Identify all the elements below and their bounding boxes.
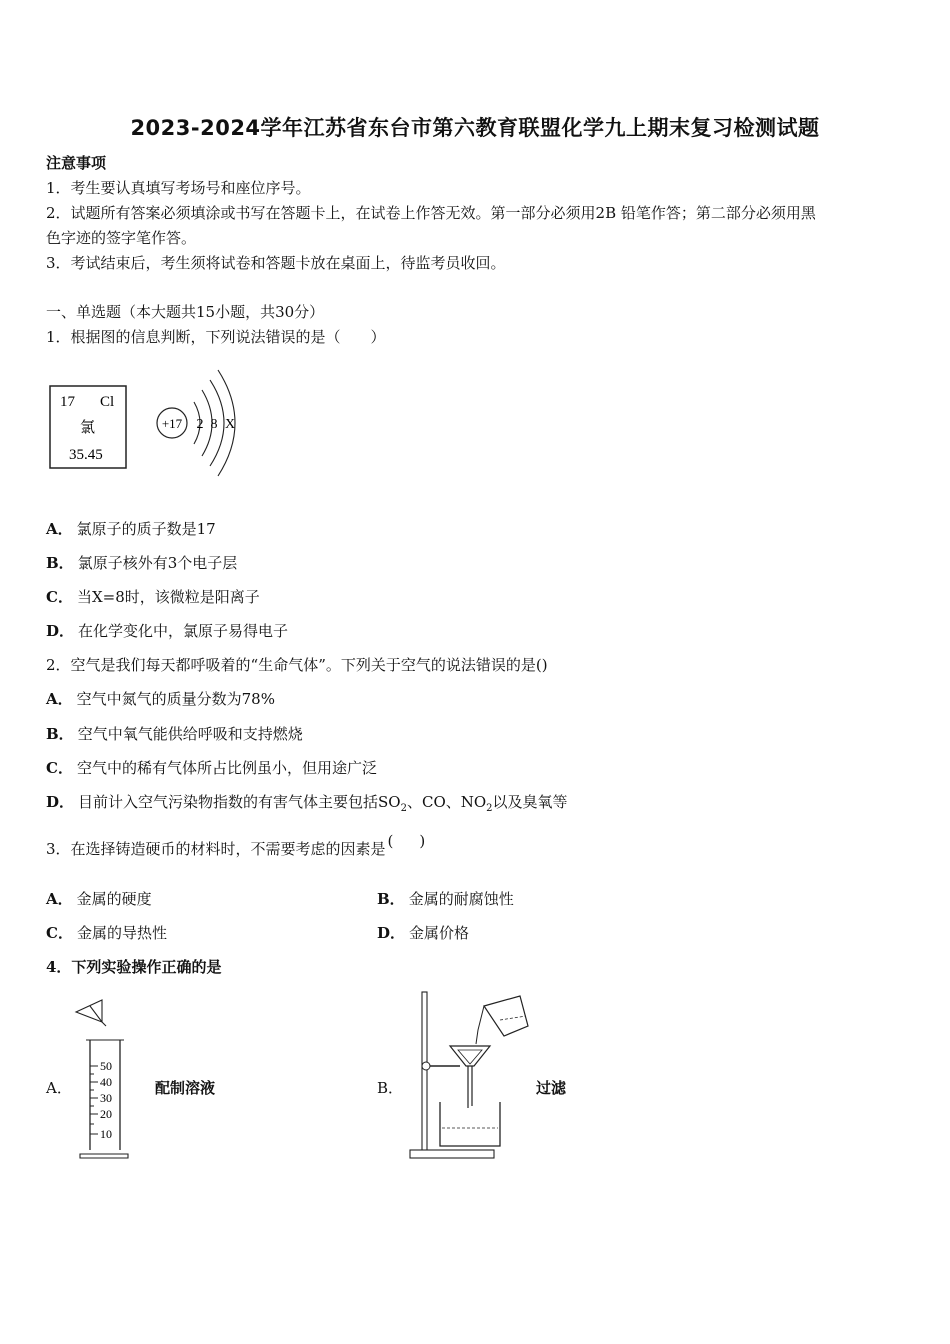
option-text: 金属价格: [409, 924, 470, 942]
option-text: 空气中的稀有气体所占比例虽小，但用途广泛: [76, 759, 377, 777]
q3-option-c[interactable]: [46, 922, 167, 943]
q2-option-c[interactable]: [46, 757, 377, 778]
option-text: 金属的导热性: [76, 924, 167, 942]
q2-option-b[interactable]: [46, 723, 303, 744]
notice-item-3: 3．考试结束后，考生须将试卷和答题卡放在桌面上，待监考员收回。: [46, 254, 506, 272]
option-label: A．: [46, 520, 73, 538]
q1-stem: 1．根据图的信息判断，下列说法错误的是（ ）: [46, 328, 386, 346]
option-text: 空气中氧气能供给呼吸和支持燃烧: [77, 725, 303, 743]
q2-option-d[interactable]: [46, 791, 568, 814]
q2-stem: 2．空气是我们每天都呼吸着的“生命气体”。下列关于空气的说法错误的是(): [46, 656, 548, 674]
q3-paren-open: (: [387, 832, 394, 850]
clamp-knob: [422, 1062, 430, 1070]
filtration-figure: [404, 990, 534, 1162]
q1-figure: [44, 360, 254, 480]
notice-item-2: 2．试题所有答案必须填涂或书写在答题卡上，在试卷上作答无效。第一部分必须用2B 铅笔作答；第二部分必须用黑: [46, 204, 816, 222]
option-label: B．: [46, 554, 74, 572]
option-label: A．: [46, 890, 73, 908]
option-label: D．: [46, 622, 75, 640]
option-label: D．: [46, 793, 75, 811]
tick-label: 20: [100, 1107, 112, 1121]
option-label: B．: [377, 890, 405, 908]
beaker: [440, 1102, 500, 1146]
option-label: B．: [46, 725, 74, 743]
q3-option-b[interactable]: [377, 888, 514, 909]
option-text: 金属的硬度: [76, 890, 152, 908]
element-symbol: Cl: [100, 394, 115, 410]
stand-base: [410, 1150, 494, 1158]
q1-option-b[interactable]: [46, 552, 237, 573]
q4-option-b-text: 过滤: [536, 1079, 567, 1097]
tick-label: 10: [100, 1127, 112, 1141]
notice-item-1: 1．考生要认真填写考场号和座位序号。: [46, 179, 311, 197]
shell-3-count: X: [224, 417, 236, 432]
option-label: C．: [46, 759, 73, 777]
option-text: 氯原子核外有3个电子层: [77, 554, 238, 572]
notice-heading: 注意事项: [46, 154, 107, 172]
funnel-cone: [450, 1046, 490, 1066]
q1-option-c[interactable]: [46, 586, 260, 607]
tick-label: 50: [100, 1059, 112, 1073]
option-text: 在化学变化中，氯原子易得电子: [78, 622, 289, 640]
subscript-2: 2: [400, 803, 407, 814]
section-heading: 一、单选题（本大题共15小题，共30分）: [46, 303, 325, 321]
q1-option-a[interactable]: [46, 518, 216, 539]
shell-1-count: 2: [196, 417, 204, 432]
tick-label: 40: [100, 1075, 112, 1089]
q2-option-a[interactable]: [46, 688, 275, 709]
q3-option-d[interactable]: [377, 922, 469, 943]
page-title: 2023-2024学年江苏省东台市第六教育联盟化学九上期末复习检测试题: [130, 116, 820, 140]
pouring-beaker: [484, 996, 528, 1036]
q3-stem: [46, 832, 426, 859]
tick-label: 30: [100, 1091, 112, 1105]
q4-option-a-label[interactable]: A．: [46, 1079, 72, 1097]
atomic-mass: 35.45: [69, 447, 103, 463]
q1-option-d[interactable]: [46, 620, 288, 641]
stand-rod: [422, 992, 427, 1152]
option-label: A．: [46, 690, 73, 708]
option-text: 当X=8时，该微粒是阳离子: [76, 588, 260, 606]
option-text: 氯原子的质子数是17: [76, 520, 216, 538]
option-label: C．: [46, 924, 73, 942]
cylinder-scale: [90, 1059, 112, 1141]
q4-option-a-text: 配制溶液: [155, 1079, 216, 1097]
option-text-pre: 目前计入空气污染物指数的有害气体主要包括SO: [78, 793, 401, 811]
q4-option-b-label[interactable]: B．: [377, 1079, 404, 1097]
q4-stem: 4．下列实验操作正确的是: [46, 958, 222, 976]
option-text-mid: 、CO、NO: [406, 793, 487, 811]
glass-rod: [476, 1006, 484, 1044]
graduated-cylinder-figure: [68, 996, 138, 1164]
option-text: 金属的耐腐蚀性: [408, 890, 514, 908]
nucleus-charge: +17: [161, 416, 183, 431]
q3-option-a[interactable]: [46, 888, 152, 909]
atomic-number: 17: [60, 394, 75, 410]
element-name: 氯: [80, 420, 96, 436]
weighing-paper: [76, 1000, 102, 1022]
option-text: 空气中氮气的质量分数为78%: [76, 690, 275, 708]
q3-stem-text: 3．在选择铸造硬币的材料时，不需要考虑的因素是: [46, 840, 386, 858]
option-label: D．: [377, 924, 406, 942]
q3-paren-close: ): [419, 832, 426, 850]
shell-2-count: 8: [210, 417, 218, 432]
notice-item-2-cont: 色字迹的签字笔作答。: [46, 229, 197, 247]
cylinder-base: [80, 1154, 128, 1158]
option-label: C．: [46, 588, 73, 606]
subscript-2: 2: [486, 803, 493, 814]
option-text-post: 以及臭氧等: [492, 793, 568, 811]
